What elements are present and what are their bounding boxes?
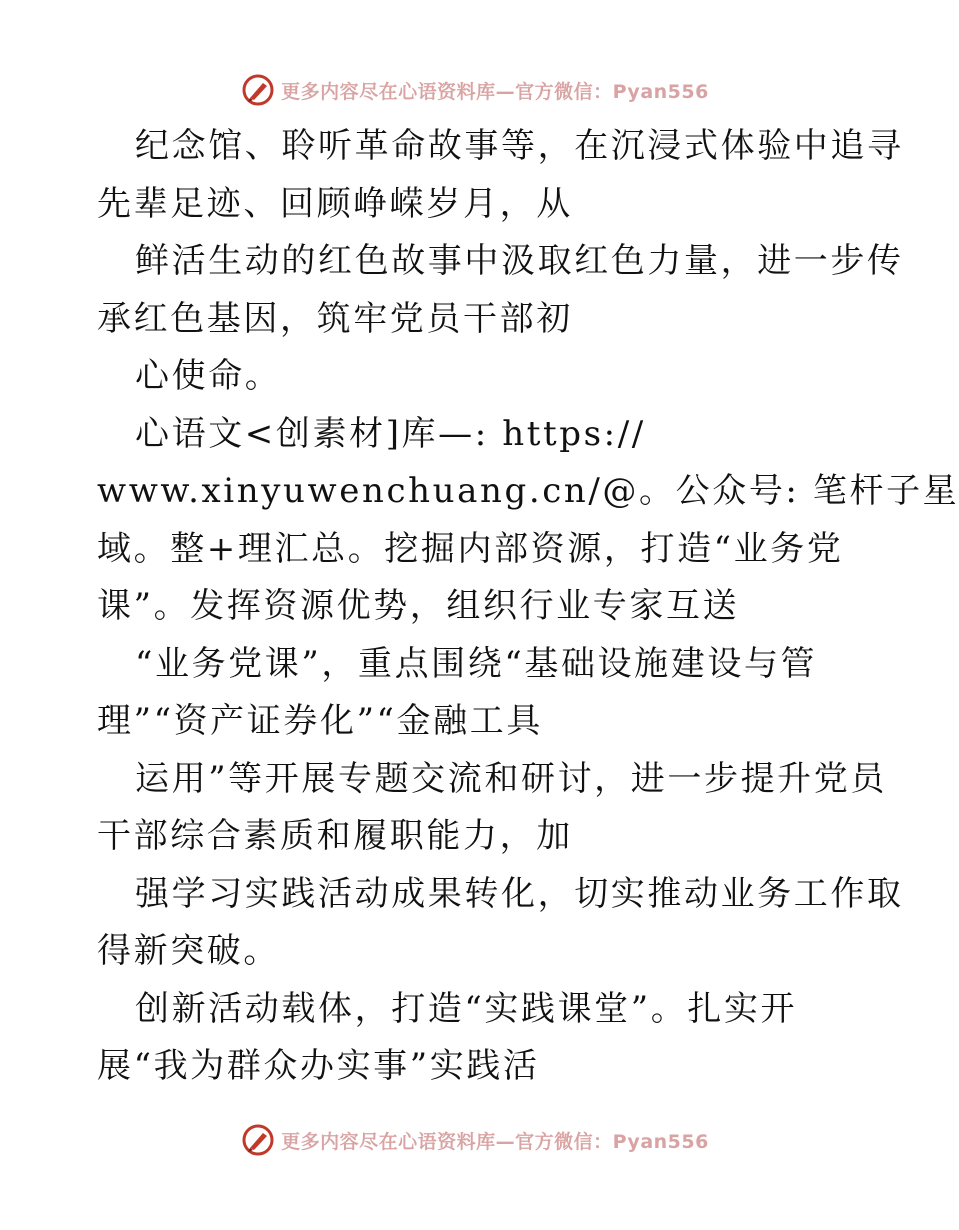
header-banner <box>0 70 950 110</box>
text-line: www.xinyuwenchuang.cn/@。公众号: 笔杆子星 <box>97 471 959 511</box>
text-line: 承红色基因，筑牢党员干部初 <box>97 298 573 339</box>
pen-logo-icon <box>241 73 275 107</box>
text-line: 心使命。 <box>135 356 282 396</box>
text-line: 域。整+理汇总。挖掘内部资源，打造“业务党 <box>97 528 844 569</box>
document-body <box>97 118 959 1096</box>
text-line: 展“我为群众办实事”实践活 <box>97 1046 540 1086</box>
text-line: “业务党课”，重点围绕“基础设施建设与管 <box>135 643 818 684</box>
footer-banner-text: 更多内容尽在心语资料库—官方微信：Pyan556 <box>281 1130 709 1153</box>
text-line: 纪念馆、聆听革命故事等，在沉浸式体验中追寻 <box>135 126 904 166</box>
text-line: 创新活动载体，打造“实践课堂”。扎实开 <box>135 988 798 1029</box>
text-line: 运用”等开展专题交流和研讨，进一步提升党员 <box>135 758 887 799</box>
text-line: 心语文<创素材]库—: https:// <box>135 413 646 454</box>
text-line: 课”。发挥资源优势，组织行业专家互送 <box>97 586 740 626</box>
footer-banner <box>0 1120 950 1160</box>
header-banner-text: 更多内容尽在心语资料库—官方微信：Pyan556 <box>281 80 709 103</box>
text-line: 先辈足迹、回顾峥嵘岁月，从 <box>97 183 573 224</box>
text-line: 理”“资产证券化”“金融工具 <box>97 701 543 741</box>
pen-logo-icon <box>241 1123 275 1157</box>
text-line: 干部综合素质和履职能力，加 <box>97 816 573 856</box>
text-line: 得新突破。 <box>97 931 280 971</box>
text-line: 鲜活生动的红色故事中汲取红色力量，进一步传 <box>135 241 904 281</box>
text-line: 强学习实践活动成果转化，切实推动业务工作取 <box>135 873 904 914</box>
